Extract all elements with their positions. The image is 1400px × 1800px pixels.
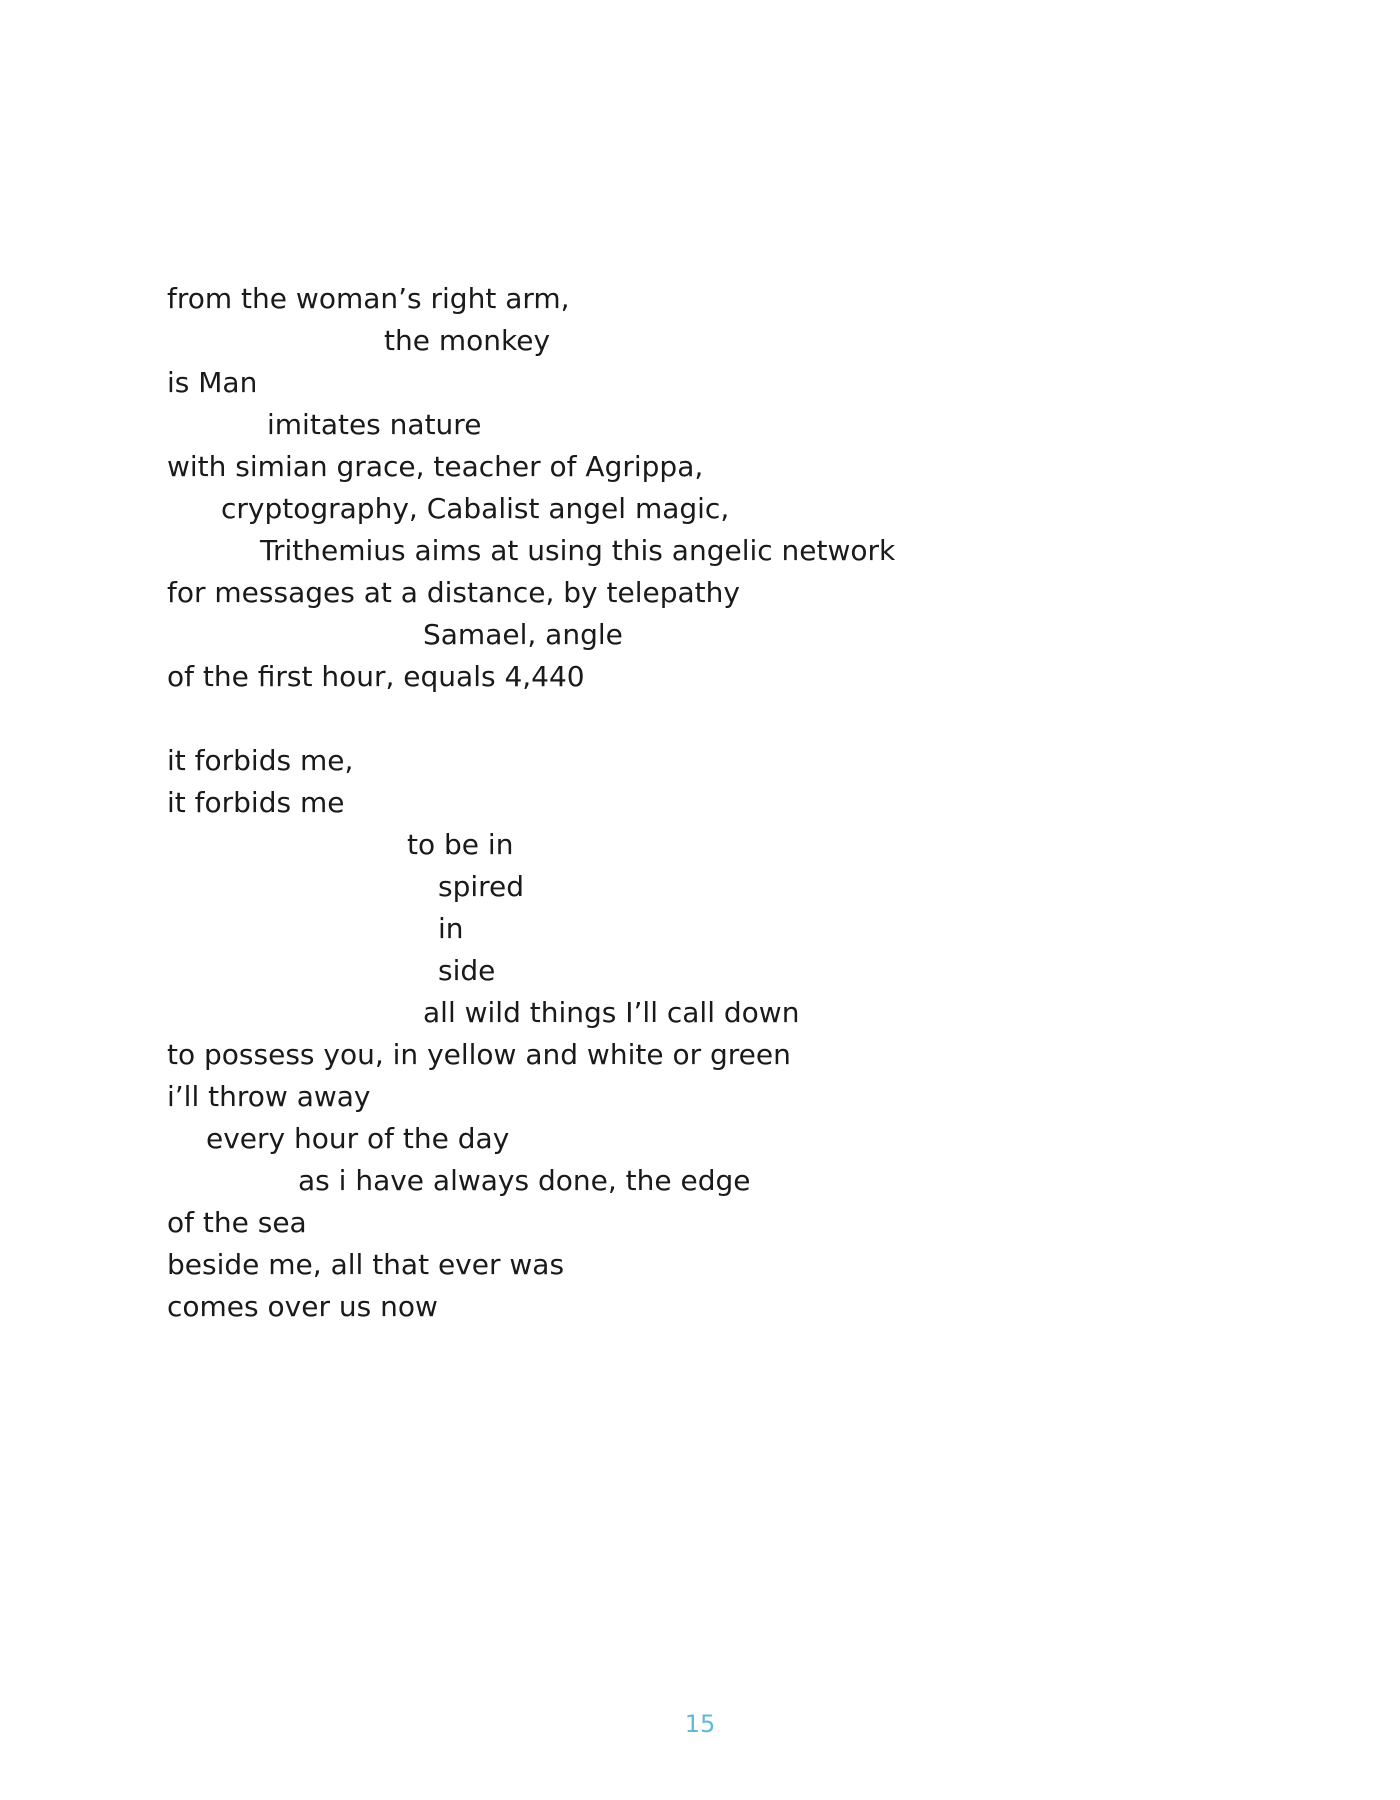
poem-line: comes over us now <box>167 1290 438 1323</box>
poem-line: i’ll throw away <box>167 1080 371 1113</box>
poem-line: Samael, angle <box>423 618 623 651</box>
poem-line: as i have always done, the edge <box>298 1164 751 1197</box>
stanza-break <box>167 698 1267 740</box>
poem-line: with simian grace, teacher of Agrippa, <box>167 450 704 483</box>
poem-line: beside me, all that ever was <box>167 1248 565 1281</box>
poem-line: imitates nature <box>267 408 482 441</box>
poem-line: is Man <box>167 366 258 399</box>
poem-line: of the sea <box>167 1206 307 1239</box>
poem-line: to possess you, in yellow and white or green <box>167 1038 791 1071</box>
poem-line: from the woman’s right arm, <box>167 282 570 315</box>
poem-line: of the first hour, equals 4,440 <box>167 660 585 693</box>
poem-line: side <box>438 954 496 987</box>
poem-line: every hour of the day <box>206 1122 510 1155</box>
poem-line: it forbids me, <box>167 744 354 777</box>
poem-line: Trithemius aims at using this angelic network <box>260 534 896 567</box>
poem-line: spired <box>438 870 525 903</box>
poem-line: cryptography, Cabalist angel magic, <box>221 492 730 525</box>
poem-line: for messages at a distance, by telepathy <box>167 576 740 609</box>
page-number: 15 <box>684 1710 716 1738</box>
poem-line: the monkey <box>384 324 551 357</box>
poem-line: it forbids me <box>167 786 345 819</box>
poem-line: to be in <box>407 828 514 861</box>
poem-line: in <box>438 912 464 945</box>
poem-body <box>167 278 1267 1328</box>
poem-line: all wild things I’ll call down <box>423 996 800 1029</box>
